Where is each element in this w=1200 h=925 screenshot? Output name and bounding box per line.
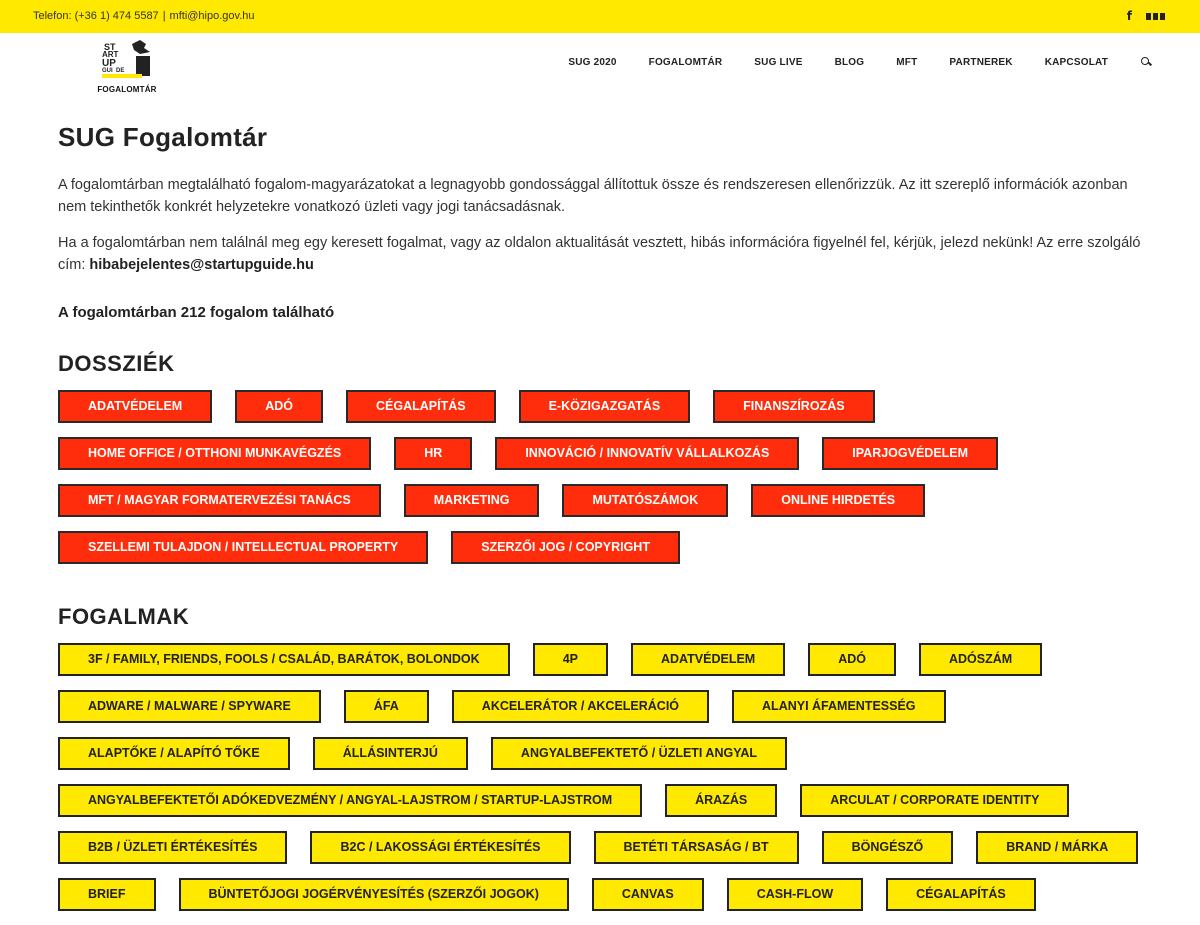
- term-tag[interactable]: 3F / FAMILY, FRIENDS, FOOLS / CSALÁD, BARÁTOK, BOLONDOK: [58, 643, 510, 676]
- brand-icon[interactable]: [1146, 13, 1166, 20]
- logo-letters-4: GUI: [102, 68, 113, 74]
- dossier-tag[interactable]: HOME OFFICE / OTTHONI MUNKAVÉGZÉS: [58, 437, 371, 470]
- dossier-tag[interactable]: IPARJOGVÉDELEM: [822, 437, 998, 470]
- nav-item-mft[interactable]: MFT: [896, 56, 918, 68]
- main-nav: [536, 33, 1152, 91]
- term-tag[interactable]: ADÓ: [808, 643, 896, 676]
- nav-item-sug-live[interactable]: SUG LIVE: [754, 56, 803, 68]
- dossier-tag[interactable]: ONLINE HIRDETÉS: [751, 484, 925, 517]
- term-tag[interactable]: ÁRAZÁS: [665, 784, 777, 817]
- page-title: SUG Fogalomtár: [58, 122, 268, 152]
- dossier-tag[interactable]: SZERZŐI JOG / COPYRIGHT: [451, 531, 680, 564]
- term-tag[interactable]: ANGYALBEFEKTETŐ / ÜZLETI ANGYAL: [491, 737, 787, 770]
- email-link[interactable]: mfti@hipo.gov.hu: [169, 10, 255, 22]
- logo-letters-3: UP: [102, 58, 116, 69]
- term-tag[interactable]: ADWARE / MALWARE / SPYWARE: [58, 690, 321, 723]
- term-tag[interactable]: AKCELERÁTOR / AKCELERÁCIÓ: [452, 690, 709, 723]
- dossier-tag[interactable]: HR: [394, 437, 472, 470]
- dossier-tag[interactable]: ADÓ: [235, 390, 323, 423]
- dossier-tag[interactable]: MUTATÓSZÁMOK: [562, 484, 728, 517]
- term-tag[interactable]: BRIEF: [58, 878, 156, 911]
- logo-mark-icon: [96, 38, 158, 84]
- term-tag[interactable]: ARCULAT / CORPORATE IDENTITY: [800, 784, 1069, 817]
- term-tag[interactable]: ADATVÉDELEM: [631, 643, 785, 676]
- term-count: A fogalomtárban 212 fogalom található: [58, 304, 335, 321]
- contact-info: [33, 10, 255, 22]
- dossier-tag[interactable]: MARKETING: [404, 484, 540, 517]
- term-tag[interactable]: CASH-FLOW: [727, 878, 863, 911]
- term-tag[interactable]: BETÉTI TÁRSASÁG / BT: [594, 831, 799, 864]
- report-email[interactable]: hibabejelentes@startupguide.hu: [89, 257, 314, 273]
- report-paragraph: [58, 232, 1148, 276]
- dossiers-heading: DOSSZIÉK: [58, 351, 175, 376]
- dossier-tag[interactable]: MFT / MAGYAR FORMATERVEZÉSI TANÁCS: [58, 484, 381, 517]
- contact-separator: |: [162, 10, 166, 22]
- terms-heading: FOGALMAK: [58, 604, 190, 629]
- report-text: Ha a fogalomtárban nem találnál meg egy keresett fogalmat, vagy az oldalon aktualitását vesztett, hibás információra figyelnél fel, kérjük, jelezd nekünk! Az erre szolgáló cím:: [58, 235, 1141, 273]
- term-tag[interactable]: ANGYALBEFEKTETŐI ADÓKEDVEZMÉNY / ANGYAL-LAJSTROM / STARTUP-LAJSTROM: [58, 784, 642, 817]
- facebook-icon[interactable]: f: [1126, 9, 1132, 23]
- social-icons: [1127, 9, 1166, 23]
- nav-item-kapcsolat[interactable]: KAPCSOLAT: [1044, 56, 1108, 68]
- term-tag[interactable]: ADÓSZÁM: [919, 643, 1042, 676]
- term-tag[interactable]: BÜNTETŐJOGI JOGÉRVÉNYESÍTÉS (SZERZŐI JOGOK): [179, 878, 569, 911]
- term-tag[interactable]: B2C / LAKOSSÁGI ÉRTÉKESÍTÉS: [310, 831, 570, 864]
- term-tags: [58, 643, 1148, 911]
- nav-item-partnerek[interactable]: PARTNEREK: [949, 56, 1013, 68]
- nav-item-sug2020[interactable]: SUG 2020: [568, 56, 617, 68]
- main-header: [0, 33, 1200, 98]
- dossier-tag[interactable]: CÉGALAPÍTÁS: [346, 390, 496, 423]
- dossier-tag[interactable]: E-KÖZIGAZGATÁS: [519, 390, 691, 423]
- main-content: [58, 98, 1148, 911]
- nav-item-fogalomtar[interactable]: FOGALOMTÁR: [648, 56, 723, 68]
- dossier-tags: [58, 390, 1148, 564]
- term-tag[interactable]: 4P: [533, 643, 608, 676]
- term-tag[interactable]: CANVAS: [592, 878, 704, 911]
- term-tag[interactable]: CÉGALAPÍTÁS: [886, 878, 1036, 911]
- search-icon[interactable]: [1140, 56, 1152, 68]
- dossier-tag[interactable]: FINANSZÍROZÁS: [713, 390, 874, 423]
- term-tag[interactable]: BRAND / MÁRKA: [976, 831, 1138, 864]
- logo-letters-2: ART: [102, 50, 119, 59]
- term-tag[interactable]: ÁLLÁSINTERJÚ: [313, 737, 468, 770]
- dossier-tag[interactable]: SZELLEMI TULAJDON / INTELLECTUAL PROPERTY: [58, 531, 428, 564]
- dossier-tag[interactable]: INNOVÁCIÓ / INNOVATÍV VÁLLALKOZÁS: [495, 437, 799, 470]
- term-tag[interactable]: ÁFA: [344, 690, 429, 723]
- nav-item-blog[interactable]: BLOG: [834, 56, 865, 68]
- logo-caption: FOGALOMTÁR: [97, 85, 157, 94]
- logo-letters-1: ST: [104, 42, 116, 52]
- top-bar: [0, 0, 1200, 33]
- site-logo[interactable]: [96, 38, 158, 96]
- term-tag[interactable]: ALAPTŐKE / ALAPÍTÓ TŐKE: [58, 737, 290, 770]
- logo-letters-5: DE: [116, 68, 125, 74]
- phone-text: Telefon: (+36 1) 474 5587: [33, 10, 159, 22]
- term-tag[interactable]: BÖNGÉSZŐ: [822, 831, 954, 864]
- term-tag[interactable]: B2B / ÜZLETI ÉRTÉKESÍTÉS: [58, 831, 287, 864]
- term-tag[interactable]: ALANYI ÁFAMENTESSÉG: [732, 690, 946, 723]
- intro-paragraph: A fogalomtárban megtalálható fogalom-magyarázatokat a legnagyobb gondossággal állítottuk össze és rendszeresen ellenőrizzük. Az itt szereplő információk azonban nem tekinthetők konkrét helyzetekre vonatkozó üzleti vagy jogi tanácsadásnak.: [58, 177, 1128, 215]
- dossier-tag[interactable]: ADATVÉDELEM: [58, 390, 212, 423]
